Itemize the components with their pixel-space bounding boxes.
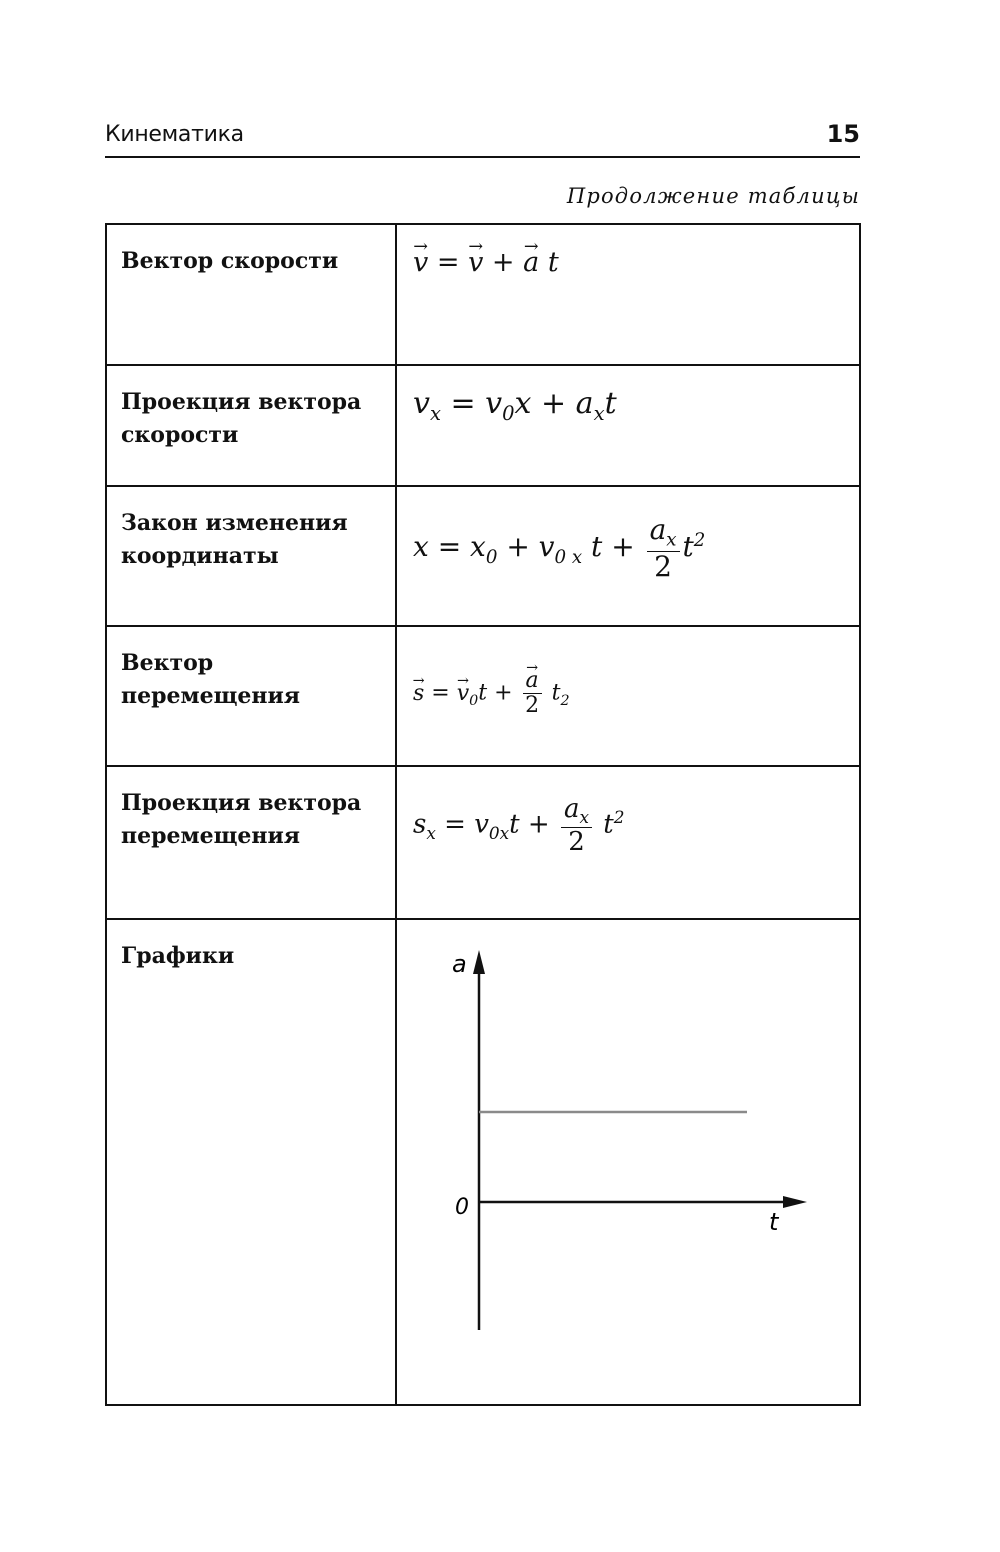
row-label: Вектор перемещения (107, 627, 397, 765)
continuation-note: Продолжение таблицы (566, 184, 860, 208)
table-row (107, 920, 859, 1404)
formula-table (105, 223, 861, 1406)
formula-cell (397, 767, 859, 918)
page-number: 15 (826, 120, 860, 148)
row-label: Проекция вектора скорости (107, 366, 397, 485)
formula-displacement-vector: → s = → $v_0t$ + → $\frac{a}{2}$ $t_2$ (413, 669, 570, 718)
page-header (105, 118, 860, 158)
y-axis-label: a (452, 950, 467, 978)
section-title: Кинематика (105, 122, 244, 147)
row-label: Вектор скорости (107, 225, 397, 364)
formula-cell (397, 366, 859, 485)
formula-displacement-projection: $s_x = v_{0x}t$ + $\frac{a_x}{2}$ $t^2$ (413, 794, 625, 857)
formula-cell (397, 225, 859, 364)
row-label: Графики (107, 920, 397, 1404)
formula-cell (397, 627, 859, 765)
table-row (107, 767, 859, 920)
row-label: Проекция вектора перемещения (107, 767, 397, 918)
formula-cell (397, 487, 859, 625)
table-row (107, 627, 859, 767)
formula-velocity-projection: $v_x = v_0x + a_xt$ (413, 386, 617, 425)
formula-coordinate-law: $x = x_0 + v_{0 x}$ t + $\frac{a_x}{2}$ $t^2$ (413, 513, 706, 583)
table-row (107, 366, 859, 487)
graph-cell (397, 920, 859, 1404)
table-row (107, 487, 859, 627)
x-axis-arrow (783, 1196, 807, 1208)
table-row (107, 225, 859, 366)
y-axis-arrow (473, 950, 485, 974)
formula-velocity-vector: → v = → v + → a t (413, 247, 559, 278)
origin-label: 0 (455, 1195, 469, 1220)
x-axis-label: t (769, 1208, 779, 1236)
row-label: Закон изменения координаты (107, 487, 397, 625)
acceleration-time-graph (397, 920, 857, 1404)
